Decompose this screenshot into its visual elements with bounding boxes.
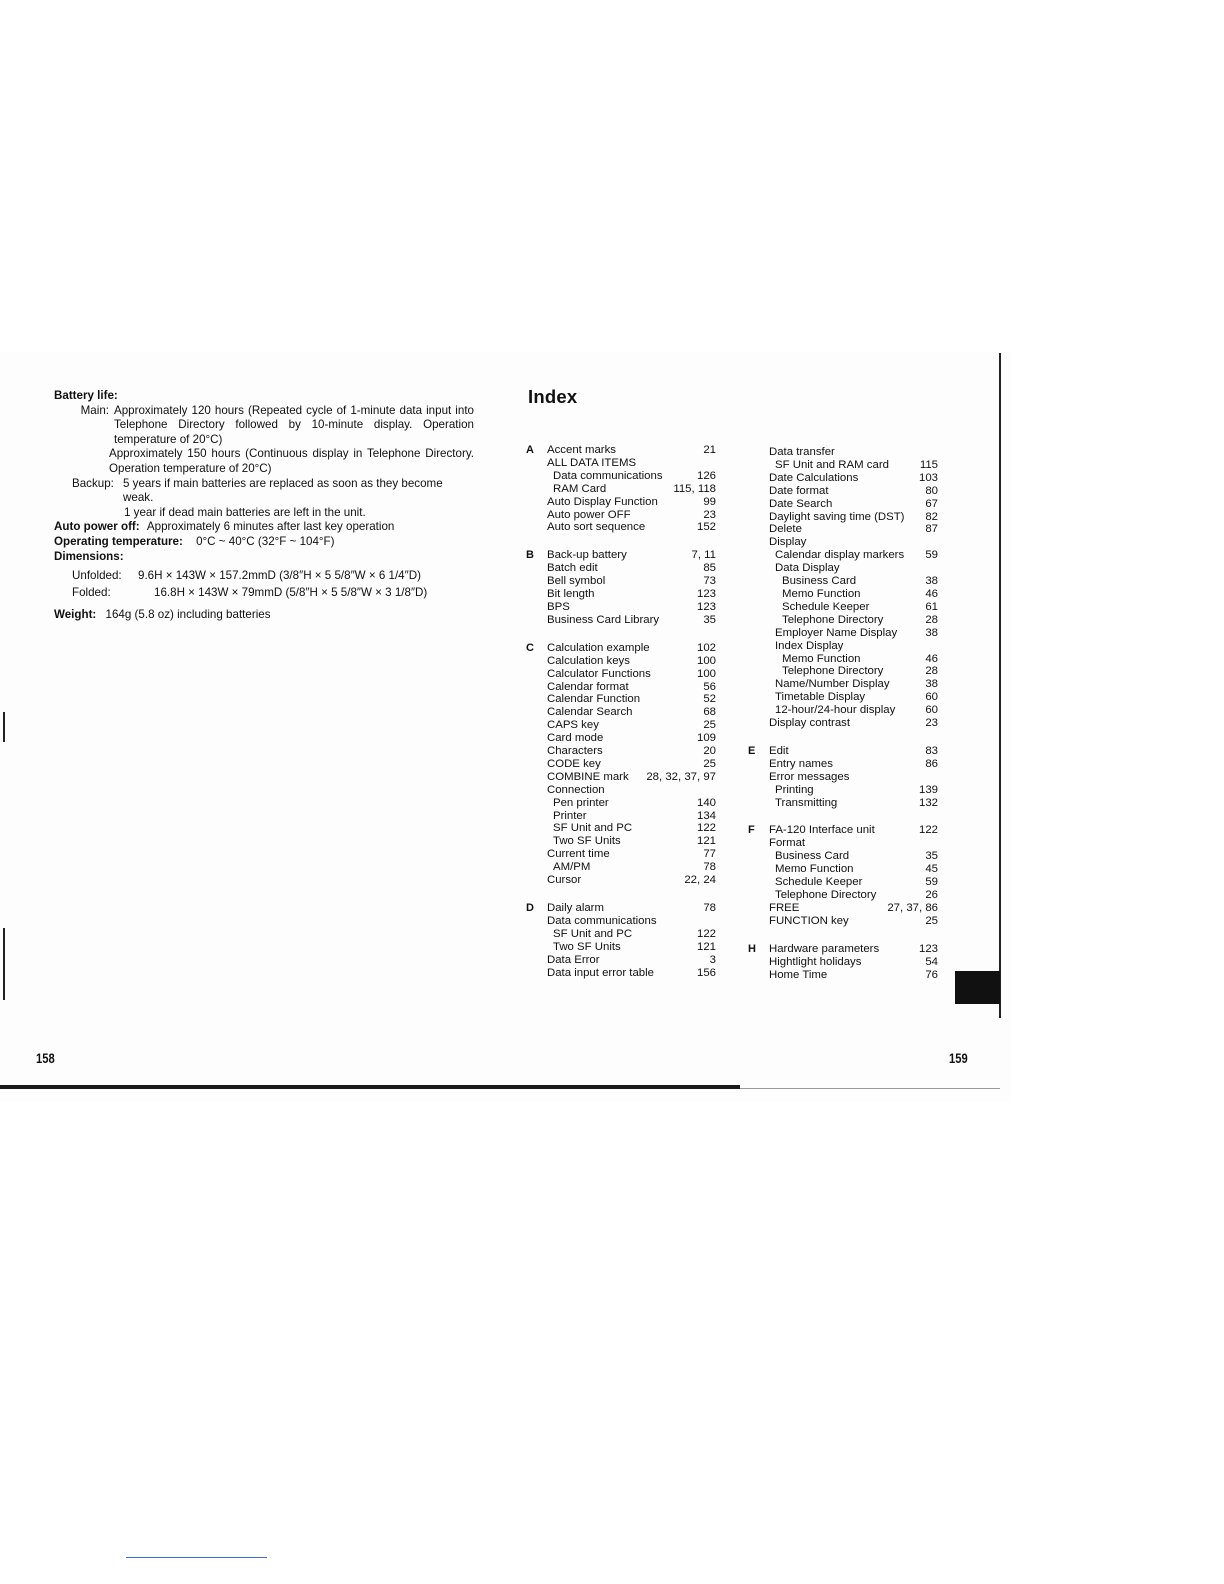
auto-power-text: Approximately 6 minutes after last key operation [146,520,395,534]
index-entry-term: Printing [775,783,814,796]
index-entry-page: 59 [925,549,938,562]
index-entry [769,498,938,511]
index-entry-term: Two SF Units [553,835,621,848]
index-section [748,824,938,927]
index-entry-term: Telephone Directory [775,889,877,901]
weight-row [54,608,474,623]
index-entry-page: 52 [703,693,716,706]
index-entry-page: 67 [925,497,938,510]
index-entry-page: 86 [925,757,938,770]
index-entry-page: 38 [925,678,938,691]
index-entry-term: Card mode [547,732,604,745]
index-entry [769,614,938,627]
index-entry [547,732,716,745]
index-entry-page: 85 [703,562,716,575]
index-entry [769,850,938,863]
index-entry-term: Data Error [547,953,600,966]
operating-temperature-text: 0°C ~ 40°C (32°F ~ 104°F) [196,534,335,548]
index-entry [769,824,938,837]
index-entry-page: 100 [696,654,716,667]
index-section-letter: E [748,744,756,757]
index-entry [547,614,716,627]
index-entry [547,902,716,915]
index-entry-page: 140 [696,796,716,809]
index-entry [769,876,938,889]
auto-power-label: Auto power off: [54,520,140,534]
main-label: Main: [80,403,109,417]
index-entry-page: 126 [696,469,716,482]
backup-battery-row [54,477,474,506]
index-entry-term: Edit [769,744,789,757]
index-entry-term: BPS [547,600,570,613]
index-entry-term: CODE key [547,757,601,770]
index-entry-term: Data communications [547,914,657,927]
index-entry [547,693,716,706]
index-entry-page: 122 [696,822,716,835]
index-entry-term: Schedule Keeper [782,600,870,613]
index-entry-term: CAPS key [547,719,599,732]
index-entry-term: Display contrast [769,717,851,730]
index-entry-term: RAM Card [553,482,607,495]
index-entry-page: 35 [703,613,716,626]
index-entry [547,719,716,732]
index-entry-term: Date Search [769,497,833,510]
index-entry [769,717,938,730]
index-entry [547,822,716,835]
index-entry-term: Delete [769,523,802,536]
index-entry-page: 26 [925,889,938,901]
page-number-right: 159 [949,1050,968,1066]
index-entry [769,784,938,797]
index-entry-page: 25 [703,757,716,770]
index-entry-term: Memo Function [775,863,854,876]
index-entry-term: Home Time [769,968,828,981]
index-entry-page: 46 [925,652,938,665]
unfolded-row [54,569,474,584]
index-entry [547,575,716,588]
index-entry [547,874,716,887]
index-entry-term: Two SF Units [553,940,621,953]
index-entry-term: Calendar Function [547,693,641,706]
index-entry-term: Current time [547,848,610,861]
index-entry [547,928,716,941]
index-entry-page: 25 [925,914,938,927]
index-entry-page: 134 [696,809,716,822]
index-entry-term: Auto sort sequence [547,521,646,534]
index-entry-term: Auto power OFF [547,508,631,521]
index-entry [769,691,938,704]
index-entry [547,941,716,954]
index-entry-page: 77 [703,848,716,861]
index-entry-page: 139 [918,783,938,796]
main-battery-text-1: Approximately 120 hours (Repeated cycle of 1-minute data input into Telephone Directory followed by 10-minute display. Operation temperature of 20°C) [114,403,474,446]
index-entry-term: Characters [547,745,603,758]
index-entry-term: Daylight saving time (DST) [769,510,905,523]
index-entry [547,835,716,848]
index-entry [769,678,938,691]
index-entry-page: 68 [703,706,716,719]
index-entry [769,771,938,784]
index-entry [769,627,938,640]
index-entry-page: 87 [925,523,938,536]
index-entry [547,562,716,575]
index-entry [769,863,938,876]
index-entry [547,784,716,797]
index-entry-term: Cursor [547,874,582,887]
index-entry [769,562,938,575]
page-number-left: 158 [36,1050,55,1066]
bottom-rule [0,1085,740,1089]
index-section-letter: A [526,444,534,456]
index-entry [769,459,938,472]
index-entry [547,444,716,457]
scan-edge-mark [3,712,5,742]
index-entry-page: 78 [703,861,716,874]
index-section-letter: D [526,902,534,914]
index-entry-term: Batch edit [547,562,598,575]
blue-underline [126,1557,267,1558]
index-entry-term: Calculation example [547,641,650,654]
index-title: Index [528,386,578,407]
index-entry-term: Calendar display markers [775,549,905,562]
scan-edge-mark [3,928,5,1000]
index-entry [547,457,716,470]
index-entry [547,745,716,758]
index-entry-page: 152 [696,521,716,534]
index-entry [769,956,938,969]
index-entry-term: Data input error table [547,966,655,979]
index-entry-term: Pen printer [553,796,609,809]
index-entry-term: Telephone Directory [782,665,884,678]
backup-label: Backup: [72,476,114,490]
index-entry-term: 12-hour/24-hour display [775,704,896,717]
index-entry-page: 3 [709,953,716,966]
index-entry-page: 83 [925,744,938,757]
index-entry-page: 60 [925,704,938,717]
operating-temperature-label: Operating temperature: [54,534,183,548]
index-entry-term: FA-120 Interface unit [769,824,875,837]
index-entry-term: Date format [769,484,829,497]
index-entry [769,797,938,810]
index-entry-term: Entry names [769,757,833,770]
index-entry [769,485,938,498]
index-entry-term: Bell symbol [547,575,606,588]
index-entry [547,483,716,496]
index-entry [547,758,716,771]
index-entry-page: 115, 118 [673,482,716,495]
index-entry [547,771,716,784]
index-entry [547,509,716,522]
index-section [748,942,938,982]
index-entry-term: Transmitting [775,796,838,809]
index-entry-page: 20 [703,745,716,758]
index-entry-page: 123 [696,600,716,613]
index-entry [547,668,716,681]
main-battery-text-2: Approximately 150 hours (Continuous display in Telephone Directory. Operation temperature of 20°C) [109,447,474,475]
index-entry-page: 121 [696,835,716,848]
index-entry [769,889,938,902]
index-entry-term: Calculation keys [547,654,630,667]
index-entry-page: 123 [696,588,716,601]
index-entry-term: Bit length [547,588,595,601]
index-entry [769,472,938,485]
index-entry-page: 82 [925,510,938,523]
index-entry-term: Calculator Functions [547,667,651,680]
index-entry [547,861,716,874]
index-entry [547,470,716,483]
index-entry-term: Calendar format [547,680,629,693]
index-entry-page: 76 [925,968,938,981]
index-entry [769,575,938,588]
folded-label: Folded: [72,585,111,599]
index-entry-page: 100 [696,667,716,680]
index-entry-page: 28 [925,613,938,626]
index-entry [547,967,716,980]
index-entry-page: 7, 11 [691,549,716,562]
index-entry-page: 123 [918,942,938,955]
index-entry-term: Back-up battery [547,549,627,562]
page-edge-line [999,353,1001,1018]
index-section-letter: B [526,549,534,562]
weight-label: Weight: [54,608,97,622]
index-entry-term: Timetable Display [775,691,866,704]
index-entry-term: Schedule Keeper [775,876,863,889]
index-entry-page: 28 [925,665,938,678]
index-entry [547,601,716,614]
index-entry-page: 80 [925,484,938,497]
index-entry [769,837,938,850]
index-entry-term: Calendar Search [547,706,633,719]
index-entry-term: Memo Function [782,587,861,600]
index-entry [547,655,716,668]
index-entry-page: 38 [925,626,938,639]
index-section [526,902,716,979]
index-entry-page: 99 [703,495,716,508]
index-entry-page: 28, 32, 37, 97 [646,770,716,783]
index-entry-page: 59 [925,876,938,889]
index-entry-term: Business Card [775,850,850,863]
index-entry [769,640,938,653]
index-entry [769,758,938,771]
folded-row [54,586,474,601]
index-entry-page: 61 [925,600,938,613]
bottom-rule-thin [740,1088,1000,1089]
index-entry-term: Accent marks [547,444,616,456]
index-entry [769,665,938,678]
weight-text: 164g (5.8 oz) including batteries [105,608,271,622]
index-entry-page: 132 [918,796,938,809]
folded-text: 16.8H × 143W × 79mmD (5/8″H × 5 5/8″W × 3 1/8″D) [154,585,428,599]
index-section [526,549,716,626]
index-entry-page: 115 [919,458,938,471]
index-entry-page: 109 [696,732,716,745]
index-entry-term: Auto Display Function [547,495,658,508]
index-entry-term: Index Display [775,639,844,652]
index-entry [547,521,716,534]
index-entry-page: 121 [696,940,716,953]
index-entry [547,797,716,810]
index-entry-term: FUNCTION key [769,914,849,927]
index-entry-page: 103 [918,471,938,484]
index-entry-page: 73 [703,575,716,588]
index-entry-page: 38 [925,575,938,588]
index-entry-page: 102 [696,641,716,654]
index-entry-term: Business Card [782,575,857,588]
index-entry [769,902,938,915]
index-entry-term: Business Card Library [547,613,660,626]
index-entry-term: Memo Function [782,652,861,665]
index-entry-term: Format [769,837,806,850]
index-entry-term: Data transfer [769,446,835,458]
index-section [748,744,938,810]
index-entry-term: ALL DATA ITEMS [547,456,637,469]
index-entry [769,915,938,928]
index-entry [547,706,716,719]
index-entry [547,496,716,509]
index-section-letter: F [748,824,755,837]
backup-text-2: 1 year if dead main batteries are left in the unit. [124,505,366,519]
index-entry-term: Name/Number Display [775,678,890,691]
index-entry-term: Hardware parameters [769,942,880,955]
unfolded-text: 9.6H × 143W × 157.2mmD (3/8″H × 5 5/8″W × 6 1/4″D) [138,569,421,583]
index-entry-term: Daily alarm [547,902,604,914]
index-entry-page: 78 [703,902,716,914]
index-entry-term: SF Unit and RAM card [775,458,889,471]
index-entry-page: 27, 37, 86 [887,901,938,914]
thumb-index-tab [955,971,1000,1004]
backup-text-1: 5 years if main batteries are replaced as soon as they become weak. [123,476,443,505]
index-entry-page: 35 [925,850,938,863]
index-entry [769,653,938,666]
index-section-letter: H [748,942,756,955]
index-entry-page: 156 [696,966,716,979]
index-entry-page: 54 [925,955,938,968]
index-entry-page: 23 [925,717,938,730]
index-section-letter: C [526,641,534,654]
battery-life-heading: Battery life: [54,389,118,402]
index-entry-term: Display [769,536,807,549]
index-entry [769,588,938,601]
index-entry-term: Data communications [553,469,663,482]
index-entry [547,642,716,655]
index-entry-term: Date Calculations [769,471,859,484]
index-entry-term: Connection [547,783,605,796]
index-entry-page: 45 [925,863,938,876]
index-entry [769,446,938,459]
index-entry [547,954,716,967]
index-entry-page: 122 [696,927,716,940]
index-entry-term: FREE [769,901,800,914]
index-entry-term: COMBINE mark [547,770,629,783]
operating-temperature-row [54,535,474,550]
index-entry [769,943,938,956]
dimensions-heading: Dimensions: [54,549,124,563]
index-column-1 [526,444,716,994]
index-entry-term: SF Unit and PC [553,822,633,835]
index-entry [769,601,938,614]
index-entry-term: Printer [553,809,587,822]
index-entry-term: SF Unit and PC [553,927,633,940]
index-section [526,641,716,887]
index-entry [547,915,716,928]
index-entry-term: Data Display [775,562,840,575]
index-entry-term: Telephone Directory [782,613,884,626]
index-entry [547,549,716,562]
unfolded-label: Unfolded: [72,569,122,583]
auto-power-row [54,520,474,535]
index-section [769,446,938,730]
index-entry-page: 22, 24 [684,874,716,887]
index-entry [547,810,716,823]
main-battery-row [54,404,474,448]
index-column-2 [748,446,938,996]
index-entry [769,549,938,562]
index-entry [769,745,938,758]
index-entry-page: 23 [703,508,716,521]
index-section [526,444,716,534]
index-entry-page: 60 [925,691,938,704]
index-entry [769,523,938,536]
index-entry [769,704,938,717]
index-entry-page: 56 [703,680,716,693]
index-entry-page: 25 [703,719,716,732]
index-entry [769,969,938,982]
index-entry [769,511,938,524]
index-entry-page: 46 [925,587,938,600]
index-entry-page: 122 [918,824,938,837]
index-entry-term: Hightlight holidays [769,955,862,968]
index-entry-page: 21 [703,444,716,456]
index-entry [547,681,716,694]
specifications-block [54,389,474,623]
index-entry-term: Error messages [769,770,850,783]
index-entry [547,588,716,601]
index-entry [547,848,716,861]
index-entry-term: AM/PM [553,861,591,874]
index-entry-term: Employer Name Display [775,626,898,639]
index-entry [769,536,938,549]
